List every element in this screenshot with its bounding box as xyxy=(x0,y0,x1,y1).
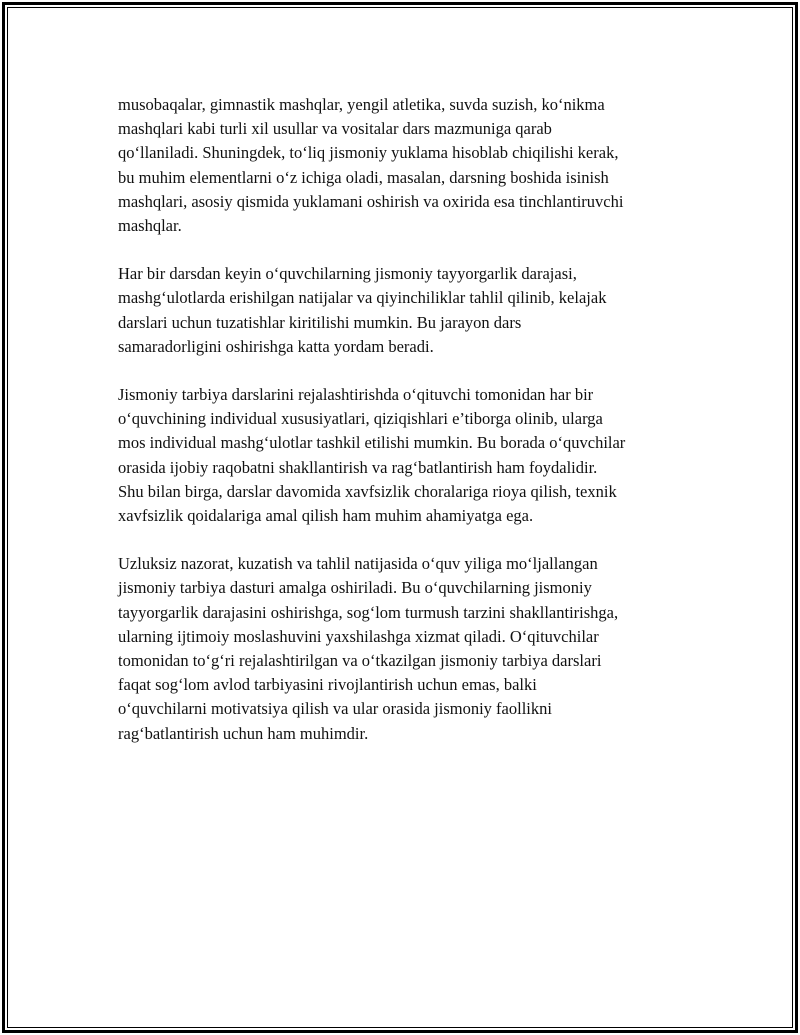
text-line: qo‘llaniladi. Shuningdek, to‘liq jismoniy yuklama hisoblab chiqilishi kerak, xyxy=(118,143,619,163)
text-line: jismoniy tarbiya dasturi amalga oshiriladi. Bu o‘quvchilarning jismoniy xyxy=(118,578,592,598)
paragraph-3 xyxy=(118,383,698,528)
text-line: rag‘batlantirish uchun ham muhimdir. xyxy=(118,723,369,743)
text-line: darslari uchun tuzatishlar kiritilishi mumkin. Bu jarayon dars xyxy=(118,312,522,332)
text-line: faqat sog‘lom avlod tarbiyasini rivojlantirish uchun emas, balki xyxy=(118,675,537,695)
text-line: ularning ijtimoiy moslashuvini yaxshilashga xizmat qiladi. O‘qituvchilar xyxy=(118,626,599,646)
text-line: mashqlari kabi turli xil usullar va vositalar dars mazmuniga qarab xyxy=(118,119,552,139)
text-line: o‘quvchilarni motivatsiya qilish va ular orasida jismoniy faollikni xyxy=(118,699,552,719)
text-line: Uzluksiz nazorat, kuzatish va tahlil natijasida o‘quv yiliga mo‘ljallangan xyxy=(118,554,598,574)
text-line: tayyorgarlik darajasini oshirishga, sog‘lom turmush tarzini shakllantirishga, xyxy=(118,602,619,622)
text-line: mashqlari, asosiy qismida yuklamani oshirish va oxirida esa tinchlantiruvchi xyxy=(118,191,624,211)
text-line: Har bir darsdan keyin o‘quvchilarning jismoniy tayyorgarlik darajasi, xyxy=(118,264,577,284)
text-line: musobaqalar, gimnastik mashqlar, yengil atletika, suvda suzish, ko‘nikma xyxy=(118,95,605,114)
text-line: bu muhim elementlarni o‘z ichiga oladi, masalan, darsning boshida isinish xyxy=(118,167,609,187)
text-line: Jismoniy tarbiya darslarini rejalashtirishda o‘qituvchi tomonidan har bir xyxy=(118,385,594,405)
text-line: mashqlar. xyxy=(118,216,182,236)
paragraph-2 xyxy=(118,262,698,359)
paragraph-4 xyxy=(118,552,698,746)
text-line: orasida ijobiy raqobatni shakllantirish va rag‘batlantirish ham foydalidir. xyxy=(118,457,598,477)
text-line: xavfsizlik qoidalariga amal qilish ham muhim ahamiyatga ega. xyxy=(118,506,534,526)
paragraph-1 xyxy=(118,93,698,238)
text-line: mos individual mashg‘ulotlar tashkil etilishi mumkin. Bu borada o‘quvchilar xyxy=(118,433,626,453)
document-body xyxy=(118,93,698,770)
text-line: tomonidan to‘g‘ri rejalashtirilgan va o‘tkazilgan jismoniy tarbiya darslari xyxy=(118,651,602,671)
text-line: o‘quvchining individual xususiyatlari, qiziqishlari e’tiborga olinib, ularga xyxy=(118,409,603,429)
text-line: mashg‘ulotlarda erishilgan natijalar va qiyinchiliklar tahlil qilinib, kelajak xyxy=(118,288,607,308)
text-line: Shu bilan birga, darslar davomida xavfsizlik choralariga rioya qilish, texnik xyxy=(118,481,617,501)
text-line: samaradorligini oshirishga katta yordam beradi. xyxy=(118,336,434,356)
